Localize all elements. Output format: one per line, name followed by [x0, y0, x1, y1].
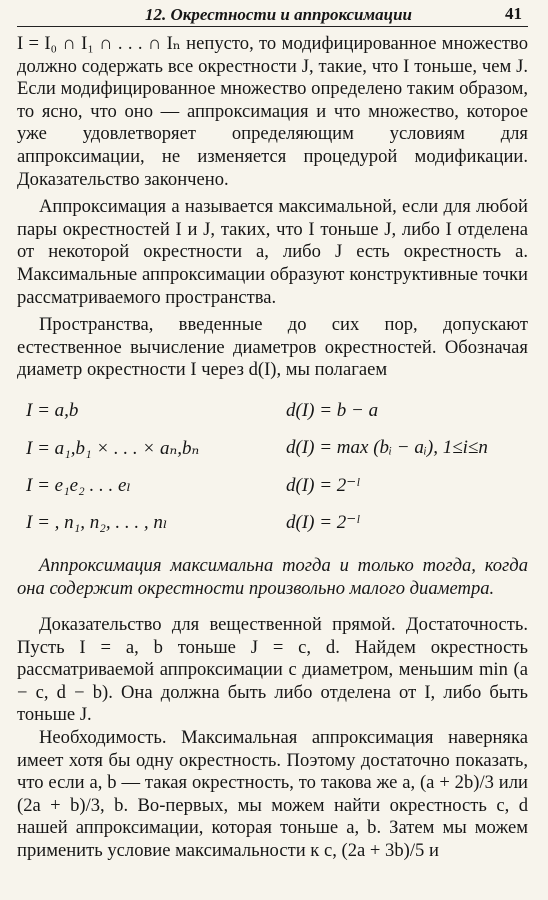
- theorem-statement: Аппроксимация максимальна тогда и только тогда, когда она содержит окрестности произвольно малого диаметра.: [17, 554, 528, 599]
- formula-diameter: d(I) = max (bᵢ − aᵢ), 1≤i≤n: [286, 437, 488, 459]
- formula-neighbourhood: I = , n₁, n₂, . . . , nₗ: [26, 511, 168, 533]
- formula-diameter: d(I) = b − a: [286, 400, 379, 422]
- formula-diameter: d(I) = 2⁻ˡ: [286, 474, 359, 496]
- page-header: [17, 0, 528, 27]
- formula-neighbourhood: I = a₁,b₁ × . . . × aₙ,bₙ: [26, 437, 200, 459]
- formula-block: [17, 393, 528, 541]
- formula-diameter: d(I) = 2⁻ˡ: [286, 511, 359, 533]
- formula-row: [17, 504, 528, 541]
- paragraph-proof-sufficiency: Доказательство для вещественной прямой. Достаточность. Пусть I = a, b тоньше J = c, d. Найдем окрестность рассматриваемой аппроксимации с диаметром, меньшим min (a − c, d − b). Она должна быть либо отделена от I, либо быть тоньше J.: [17, 614, 528, 726]
- paragraph-diameter-intro: Пространства, введенные до сих пор, допускают естественное вычисление диаметров окрестностей. Обозначая диаметр окрестности I через d(I), мы полагаем: [17, 314, 528, 381]
- formula-neighbourhood: I = e₁e₂ . . . eₗ: [26, 474, 132, 496]
- paragraph-continuation: I = I₀ ∩ I₁ ∩ . . . ∩ Iₙ непусто, то модифицированное множество должно содержать все окрестности J, такие, что I тоньше, чем J. Если модифицированное множество определено таким образом, то ясно, что оно — аппроксимация и что множество, которое уже удовлетворяет определяющим условиям для аппроксимации, не изменяется процедурой модификации. Доказательство закончено.: [17, 33, 528, 190]
- paragraph-maximal-definition: Аппроксимация a называется максимальной, если для любой пары окрестностей I и J, таких, что I тоньше J, либо I отделена от некоторой окрестности a, либо J есть окрестность a. Максимальные аппроксимации образуют конструктивные точки рассматриваемого пространства.: [17, 196, 528, 308]
- running-title: 12. Окрестности и аппроксимации: [145, 5, 412, 24]
- formula-row: [17, 467, 528, 504]
- formula-row: [17, 430, 528, 467]
- formula-row: [17, 393, 528, 430]
- paragraph-proof-necessity: Необходимость. Максимальная аппроксимация наверняка имеет хотя бы одну окрестность. Поэтому достаточно показать, что если a, b — такая окрестность, то такова же a, (a + 2b)/3 или (2a + b)/3, b. Во-первых, мы можем найти окрестность c, d нашей аппроксимации, которая тоньше a, b. Затем мы можем применить условие максимальности к c, (2a + 3b)/5 и: [17, 727, 528, 862]
- formula-neighbourhood: I = a,b: [26, 400, 79, 422]
- page-number: 41: [505, 4, 522, 23]
